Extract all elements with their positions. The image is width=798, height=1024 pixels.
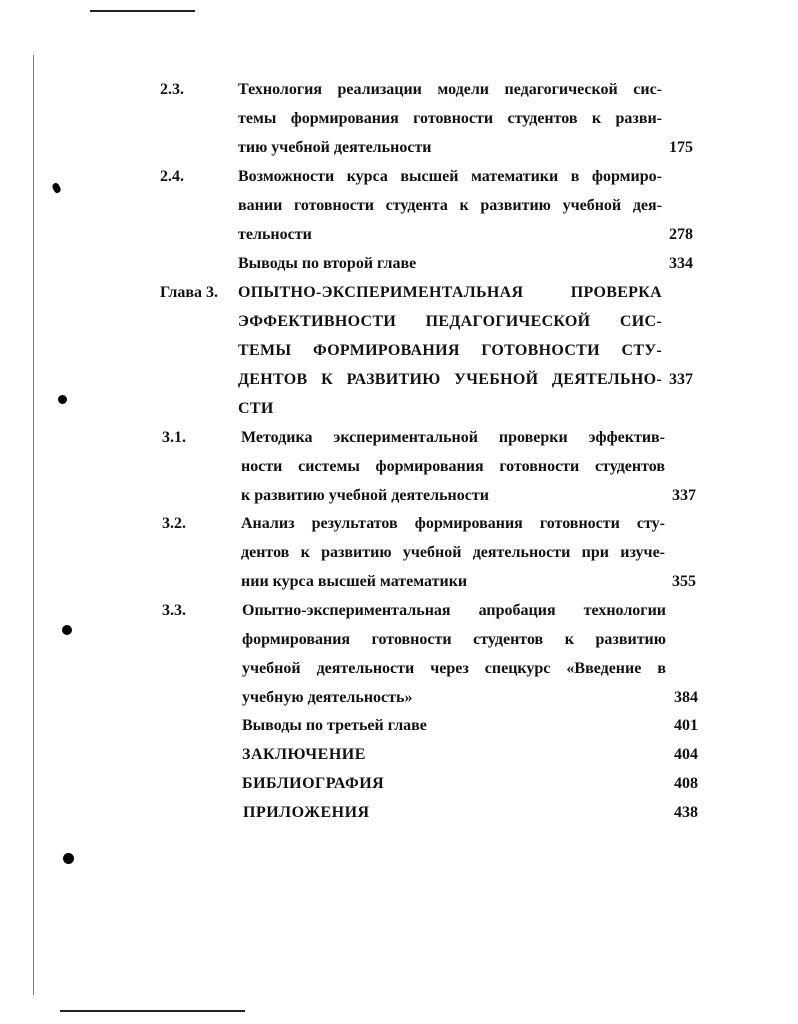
toc-entry-title-line: Возможности курса высшей математики в формиро- [238,168,662,185]
toc-entry-title-line: Опытно-экспериментальная апробация технологии [242,602,666,619]
toc-entry-title [241,423,665,510]
toc-entry-title-line: формирования готовности студентов к развитию [242,631,666,648]
toc-entry-title-line: Технология реализации модели педагогической сис- [238,81,662,98]
toc-entry-title [243,798,667,827]
toc-entry-page: 404 [674,746,698,763]
toc-entry-title-line: ДЕНТОВ К РАЗВИТИЮ УЧЕБНОЙ ДЕЯТЕЛЬНО- [238,371,662,388]
toc-entry-title-line: к развитию учебной деятельности [241,487,489,504]
toc-entry-title-line: Выводы по третьей главе [242,717,427,734]
left-margin-rule [33,55,34,995]
toc-entry-page: 278 [669,226,693,243]
toc-entry-page: 337 [669,371,693,388]
toc-entry-title-line: ПРИЛОЖЕНИЯ [243,804,370,821]
toc-entry-title-line: ОПЫТНО-ЭКСПЕРИМЕНТАЛЬНАЯ ПРОВЕРКА [238,284,662,301]
toc-entry-title-line: учебной деятельности через спецкурс «Введение в [242,660,666,677]
toc-entry-title [238,75,662,162]
toc-entry-title-line: ЭФФЕКТИВНОСТИ ПЕДАГОГИЧЕСКОЙ СИС- [238,313,662,330]
toc-entry-number: 3.2. [162,515,186,532]
toc-entry-title-line: БИБЛИОГРАФИЯ [242,775,385,792]
toc-entry-page: 401 [674,717,698,734]
toc-entry-title-line: ности системы формирования готовности студентов [241,458,665,475]
toc-entry-title [238,278,662,423]
bottom-rule [60,1010,245,1012]
toc-entry-title-line: Выводы по второй главе [238,255,417,272]
toc-entry-title-line: Анализ результатов формирования готовности сту- [241,515,665,532]
binding-hole-mark [63,853,74,864]
toc-entry-number: 2.4. [160,168,184,185]
binding-hole-mark [62,625,72,635]
toc-entry-page: 384 [674,689,698,706]
toc-entry-title-line: нии курса высшей математики [241,573,468,590]
toc-entry-title [242,740,666,769]
toc-entry-title-line: ЗАКЛЮЧЕНИЕ [242,746,366,763]
binding-hole-mark [51,182,62,194]
binding-hole-mark [58,395,67,404]
toc-entry-title-line: СТИ [238,400,274,417]
toc-entry-number: 3.3. [162,602,186,619]
toc-entry-title-line: ТЕМЫ ФОРМИРОВАНИЯ ГОТОВНОСТИ СТУ- [238,342,662,359]
toc-entry-title [242,711,666,740]
toc-entry-title-line: тельности [238,226,312,243]
toc-entry-number: 3.1. [162,429,186,446]
toc-entry-title-line: вании готовности студента к развитию учебной дея- [238,197,662,214]
toc-entry-title [241,509,665,596]
toc-entry-title-line: учебную деятельность» [242,689,413,706]
toc-entry-title [238,249,662,278]
toc-entry-page: 175 [669,139,693,156]
toc-entry-title-line: тию учебной деятельности [238,139,432,156]
toc-entry-title [238,162,662,249]
toc-entry-title-line: Методика экспериментальной проверки эффектив- [241,429,665,446]
toc-entry-page: 408 [674,775,698,792]
toc-entry-page: 334 [669,255,693,272]
toc-entry-page: 355 [672,573,696,590]
toc-entry-title-line: дентов к развитию учебной деятельности при изуче- [241,544,665,561]
toc-entry-page: 337 [672,487,696,504]
toc-entry-title [242,596,666,712]
toc-entry-number: 2.3. [160,81,184,98]
toc-entry-page: 438 [674,804,698,821]
top-rule [90,10,195,12]
toc-entry-title [242,769,666,798]
toc-entry-title-line: темы формирования готовности студентов к разви- [238,110,662,127]
toc-entry-number: Глава 3. [160,284,218,301]
